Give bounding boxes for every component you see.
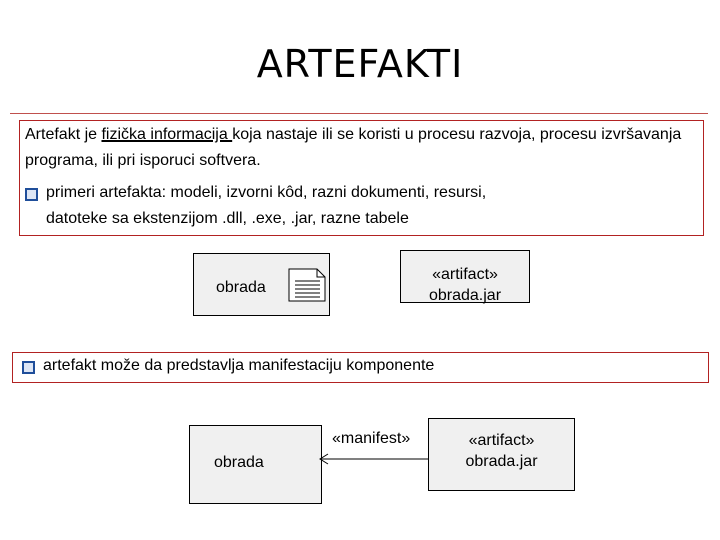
bullet-manifestation-text: artefakt može da predstavlja manifestaciju komponente [43,357,435,374]
artifact-name: obrada.jar [465,453,538,470]
bullet-manifestation [22,353,702,379]
artifact-stereotype: «artifact» [468,432,535,449]
artifact-stereotype: «artifact» [432,266,498,283]
manifest-dependency-label: «manifest» [332,430,411,447]
definition-underlined: fizička informacija [101,126,233,143]
bullet-examples [25,180,695,232]
definition-text [25,122,695,174]
artifact-name: obrada.jar [428,287,502,304]
document-icon [287,268,327,302]
bullet-examples-text: primeri artefakta: modeli, izvorni kôd, razni dokumenti, resursi, datoteke sa ekstenzijom .dll, .exe, .jar, razne tabele [46,184,487,227]
artifact-text [428,430,575,472]
title-divider [10,113,708,114]
dependency-arrow [318,452,430,466]
slide-title: ARTEFAKTI [256,42,464,86]
checkbox-bullet-icon [25,188,38,201]
component-label: obrada [216,279,266,296]
artifact-text [400,264,530,306]
checkbox-bullet-icon [22,361,35,374]
definition-before: Artefakt je [25,126,102,143]
component-label: obrada [214,454,264,471]
definition-after: koja nastaje ili se koristi u procesu razvoja, procesu izvršavanja programa, ili pri isporuci softvera. [25,126,682,169]
